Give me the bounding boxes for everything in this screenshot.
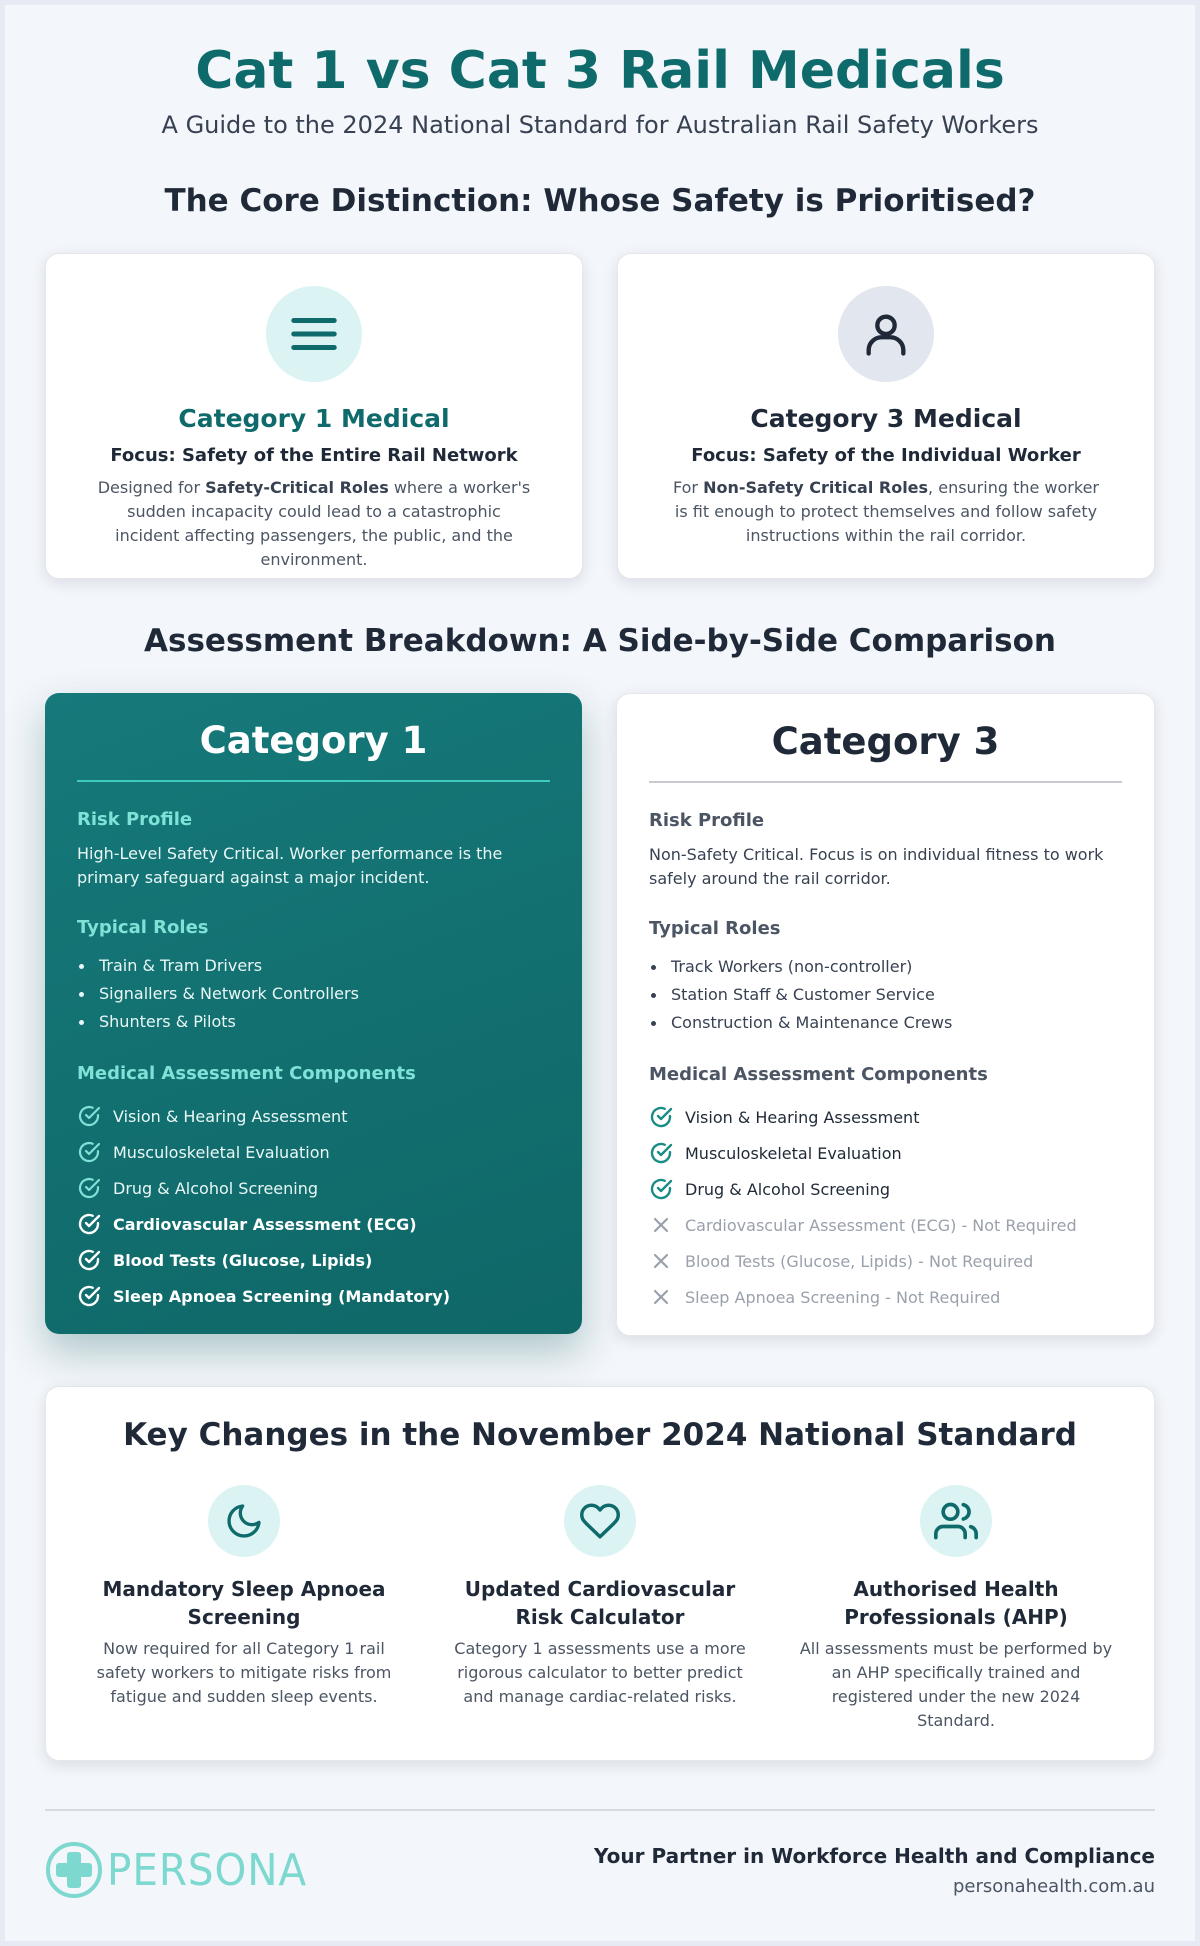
category-1-medical-title: Category 1 Medical — [178, 404, 450, 433]
persona-logo — [45, 1841, 324, 1899]
cross-icon — [649, 1249, 673, 1273]
components-label: Medical Assessment Components — [649, 1064, 988, 1085]
list-item: Train & Tram Drivers — [77, 952, 550, 980]
footer-tagline-block — [594, 1844, 1155, 1897]
core-distinction-heading: The Core Distinction: Whose Safety is Prioritised? — [164, 183, 1036, 219]
key-change-item — [422, 1485, 778, 1733]
key-change-item — [778, 1485, 1134, 1733]
list-item: Blood Tests (Glucose, Lipids) - Not Required — [649, 1243, 1122, 1279]
cross-logo-icon — [45, 1841, 103, 1899]
moon-icon — [208, 1485, 280, 1557]
cross-icon — [649, 1213, 673, 1237]
list-item: Drug & Alcohol Screening — [649, 1171, 1122, 1207]
users-icon — [920, 1485, 992, 1557]
list-item: Track Workers (non-controller) — [649, 953, 1122, 981]
key-changes-panel — [45, 1386, 1155, 1761]
check-circle-icon — [77, 1140, 101, 1164]
key-change-title: Updated Cardiovascular Risk Calculator — [464, 1577, 736, 1629]
list-item: Cardiovascular Assessment (ECG) - Not Required — [649, 1207, 1122, 1243]
category-1-comparison-card — [45, 693, 582, 1334]
footer-divider — [45, 1809, 1155, 1811]
key-changes-list — [46, 1485, 1154, 1733]
category-3-medical-title: Category 3 Medical — [750, 404, 1022, 433]
category-1-card-title: Category 1 — [77, 719, 550, 782]
check-circle-icon — [77, 1176, 101, 1200]
cross-icon — [649, 1285, 673, 1309]
key-change-title: Authorised Health Professionals (AHP) — [844, 1577, 1068, 1629]
comparison-heading: Assessment Breakdown: A Side-by-Side Comparison — [144, 623, 1056, 659]
logo-wordmark: PERSONA — [107, 1844, 308, 1896]
category-3-description: For Non-Safety Critical Roles, ensuring the worker is fit enough to protect themselves and follow safety instructions within the rail corridor. — [673, 478, 1099, 545]
list-item: Musculoskeletal Evaluation — [77, 1134, 550, 1170]
check-circle-icon — [77, 1104, 101, 1128]
list-item: Cardiovascular Assessment (ECG) — [77, 1206, 550, 1242]
comparison-row — [5, 693, 1195, 1336]
list-item: Drug & Alcohol Screening — [77, 1170, 550, 1206]
check-circle-icon — [77, 1284, 101, 1308]
typical-roles-list — [77, 952, 550, 1036]
person-icon — [838, 286, 934, 382]
category-3-comparison-card — [616, 693, 1155, 1336]
risk-profile-text: High-Level Safety Critical. Worker performance is the primary safeguard against a major incident. — [77, 844, 503, 887]
key-change-title: Mandatory Sleep Apnoea Screening — [102, 1577, 386, 1629]
category-3-medical-card — [617, 253, 1155, 579]
list-item: Signallers & Network Controllers — [77, 980, 550, 1008]
page-subtitle: A Guide to the 2024 National Standard for Australian Rail Safety Workers — [161, 111, 1039, 139]
page-header — [5, 5, 1195, 139]
footer-tagline: Your Partner in Workforce Health and Compliance — [594, 1843, 1155, 1868]
list-item: Musculoskeletal Evaluation — [649, 1135, 1122, 1171]
key-changes-heading: Key Changes in the November 2024 National Standard — [123, 1417, 1077, 1453]
check-circle-icon — [77, 1248, 101, 1272]
key-change-description: Category 1 assessments use a more rigorous calculator to better predict and manage cardiac-related risks. — [454, 1639, 746, 1706]
heart-icon — [564, 1485, 636, 1557]
menu-lines-icon — [266, 286, 362, 382]
list-item: Sleep Apnoea Screening - Not Required — [649, 1279, 1122, 1315]
typical-roles-label: Typical Roles — [77, 917, 209, 938]
typical-roles-label: Typical Roles — [649, 918, 781, 939]
check-circle-icon — [649, 1141, 673, 1165]
check-circle-icon — [649, 1105, 673, 1129]
key-change-item — [66, 1485, 422, 1733]
list-item: Blood Tests (Glucose, Lipids) — [77, 1242, 550, 1278]
key-change-description: Now required for all Category 1 rail safety workers to mitigate risks from fatigue and sudden sleep events. — [96, 1639, 392, 1706]
key-change-description: All assessments must be performed by an AHP specifically trained and registered under the new 2024 Standard. — [799, 1639, 1113, 1730]
check-circle-icon — [649, 1177, 673, 1201]
list-item: Sleep Apnoea Screening (Mandatory) — [77, 1278, 550, 1314]
category-1-description: Designed for Safety-Critical Roles where a worker's sudden incapacity could lead to a catastrophic incident affecting passengers, the public, and the environment. — [97, 478, 531, 569]
list-item: Vision & Hearing Assessment — [649, 1099, 1122, 1135]
footer-url[interactable]: personahealth.com.au — [952, 1875, 1155, 1897]
list-item: Station Staff & Customer Service — [649, 981, 1122, 1009]
page-title: Cat 1 vs Cat 3 Rail Medicals — [195, 41, 1005, 101]
components-list — [649, 1099, 1122, 1315]
list-item: Vision & Hearing Assessment — [77, 1098, 550, 1134]
typical-roles-list — [649, 953, 1122, 1037]
list-item: Construction & Maintenance Crews — [649, 1009, 1122, 1037]
components-list — [77, 1098, 550, 1314]
category-3-card-title: Category 3 — [649, 720, 1122, 783]
core-distinction-row — [5, 253, 1195, 579]
check-circle-icon — [77, 1212, 101, 1236]
category-1-medical-card — [45, 253, 583, 579]
risk-profile-text: Non-Safety Critical. Focus is on individual fitness to work safely around the rail corridor. — [649, 845, 1104, 888]
risk-profile-label: Risk Profile — [77, 809, 193, 830]
list-item: Shunters & Pilots — [77, 1008, 550, 1036]
infographic-page — [5, 5, 1195, 1941]
category-3-focus: Focus: Safety of the Individual Worker — [691, 445, 1081, 466]
risk-profile-label: Risk Profile — [649, 810, 765, 831]
category-1-focus: Focus: Safety of the Entire Rail Network — [110, 445, 518, 466]
footer — [5, 1841, 1195, 1899]
components-label: Medical Assessment Components — [77, 1063, 416, 1084]
